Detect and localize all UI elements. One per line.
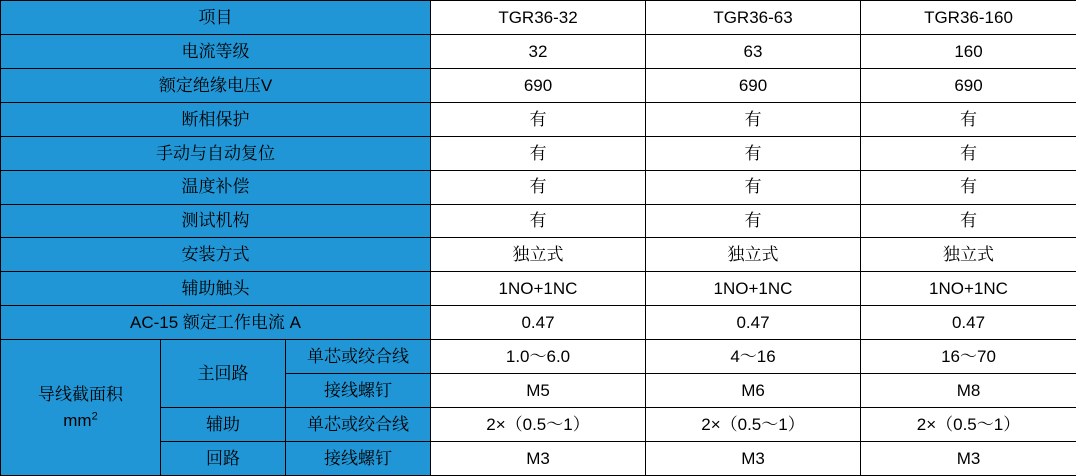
wire-subrow-value: 2×（0.5～1） xyxy=(861,408,1076,442)
wire-group-name-main: 主回路 xyxy=(161,340,286,408)
row-value: 有 xyxy=(861,102,1076,136)
wire-subrow-value: 2×（0.5～1） xyxy=(431,408,646,442)
wire-subrow-value: 16～70 xyxy=(861,340,1076,374)
wire-subrow-label: 单芯或绞合线 xyxy=(286,408,431,442)
wire-subrow-value: 4～16 xyxy=(646,340,861,374)
table-row-header xyxy=(1,1,1076,35)
table-row xyxy=(1,68,1076,102)
table-row xyxy=(1,34,1076,68)
wire-section-label xyxy=(1,340,161,476)
row-value: 有 xyxy=(646,170,861,204)
table-row xyxy=(1,272,1076,306)
row-value: 690 xyxy=(431,68,646,102)
table-row-wire xyxy=(1,408,1076,442)
row-label: 额定绝缘电压V xyxy=(1,68,431,102)
row-value: 32 xyxy=(431,34,646,68)
wire-subrow-label: 单芯或绞合线 xyxy=(286,340,431,374)
row-value: 有 xyxy=(431,170,646,204)
row-value: 690 xyxy=(861,68,1076,102)
row-value: 有 xyxy=(431,102,646,136)
row-value: 63 xyxy=(646,34,861,68)
row-value: 690 xyxy=(646,68,861,102)
header-model-1: TGR36-63 xyxy=(646,1,861,35)
row-label: 断相保护 xyxy=(1,102,431,136)
row-label: 手动与自动复位 xyxy=(1,136,431,170)
row-label: 电流等级 xyxy=(1,34,431,68)
wire-subrow-value: M3 xyxy=(431,441,646,475)
wire-subrow-value: M8 xyxy=(861,374,1076,408)
table-row xyxy=(1,238,1076,272)
wire-subrow-value: M3 xyxy=(861,441,1076,475)
table-row xyxy=(1,204,1076,238)
wire-unit-superscript: 2 xyxy=(91,409,98,422)
wire-section-label-unit: $mm^2$ xyxy=(63,409,98,430)
row-label: 温度补偿 xyxy=(1,170,431,204)
row-value: 有 xyxy=(861,170,1076,204)
row-value: 独立式 xyxy=(861,238,1076,272)
row-label: AC-15 额定工作电流 A xyxy=(1,306,431,340)
row-value: 有 xyxy=(431,136,646,170)
row-label: 辅助触头 xyxy=(1,272,431,306)
row-value: 有 xyxy=(646,204,861,238)
wire-subrow-value: M6 xyxy=(646,374,861,408)
row-value: 有 xyxy=(861,204,1076,238)
row-value: 有 xyxy=(646,102,861,136)
table-row-wire xyxy=(1,441,1076,475)
table-row xyxy=(1,136,1076,170)
row-value: 有 xyxy=(431,204,646,238)
header-item-label: 项目 xyxy=(1,1,431,35)
table-row xyxy=(1,170,1076,204)
row-value: 1NO+1NC xyxy=(861,272,1076,306)
wire-subrow-value: M3 xyxy=(646,441,861,475)
row-value: 0.47 xyxy=(646,306,861,340)
table-row xyxy=(1,102,1076,136)
row-label: 安装方式 xyxy=(1,238,431,272)
wire-group-name-aux-line2: 回路 xyxy=(161,441,286,475)
row-label: 测试机构 xyxy=(1,204,431,238)
row-value: 独立式 xyxy=(431,238,646,272)
table-row xyxy=(1,306,1076,340)
wire-subrow-value: 1.0～6.0 xyxy=(431,340,646,374)
header-model-2: TGR36-160 xyxy=(861,1,1076,35)
wire-subrow-label: 接线螺钉 xyxy=(286,441,431,475)
row-value: 0.47 xyxy=(861,306,1076,340)
wire-subrow-value: 2×（0.5～1） xyxy=(646,408,861,442)
table-row-wire xyxy=(1,340,1076,374)
row-value: 1NO+1NC xyxy=(646,272,861,306)
wire-subrow-label: 接线螺钉 xyxy=(286,374,431,408)
row-value: 有 xyxy=(646,136,861,170)
wire-group-name-aux-line1: 辅助 xyxy=(161,408,286,442)
row-value: 160 xyxy=(861,34,1076,68)
header-model-0: TGR36-32 xyxy=(431,1,646,35)
row-value: 独立式 xyxy=(646,238,861,272)
wire-section-label-main: 导线截面积 xyxy=(38,385,123,405)
row-value: 有 xyxy=(861,136,1076,170)
row-value: 1NO+1NC xyxy=(431,272,646,306)
row-value: 0.47 xyxy=(431,306,646,340)
wire-subrow-value: M5 xyxy=(431,374,646,408)
